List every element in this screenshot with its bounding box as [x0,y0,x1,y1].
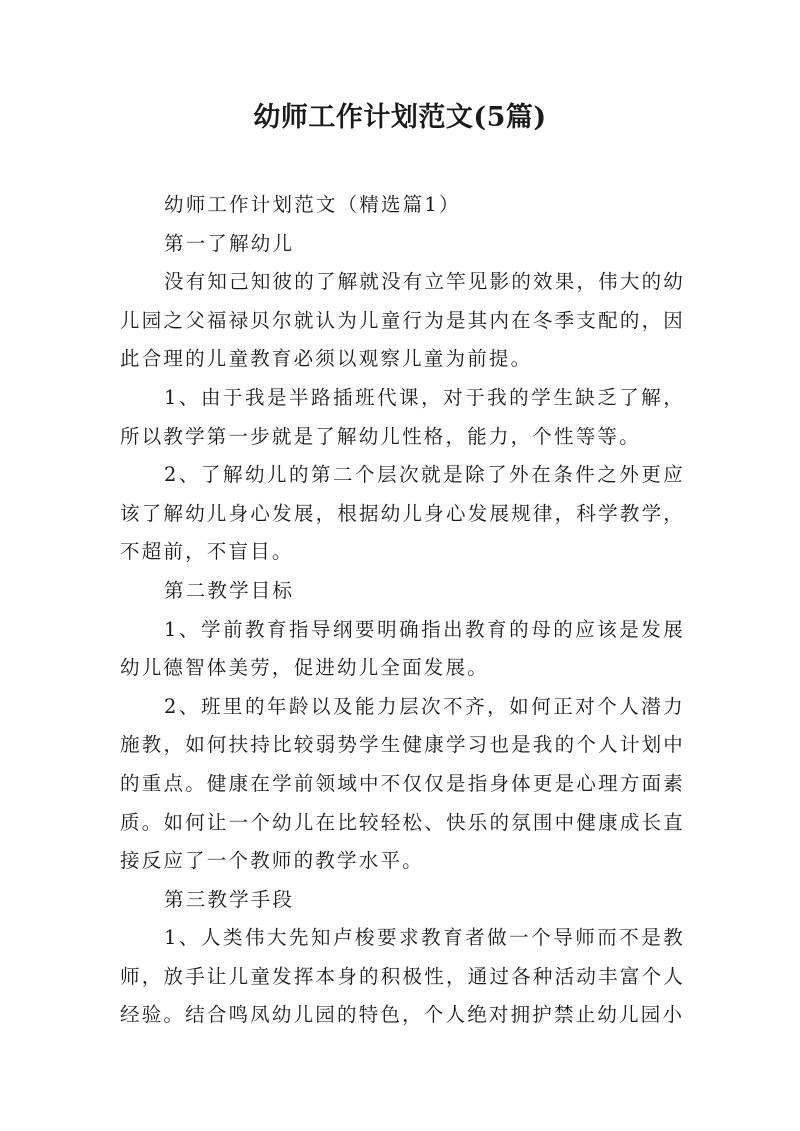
paragraph: 1、学前教育指导纲要明确指出教育的母的应该是发展幼儿德智体美劳，促进幼儿全面发展。 [120,617,685,680]
paragraph: 1、人类伟大先知卢梭要求教育者做一个导师而不是教师，放手让儿童发挥本身的积极性，通过各种活动丰富个人经验。结合鸣凤幼儿园的特色，个人绝对拥护禁止幼儿园小 [120,926,685,1027]
document-title: 幼师工作计划范文(5篇) [253,102,547,133]
section-heading-article-1: 幼师工作计划范文（精选篇1） [164,193,461,216]
paragraph: 2、了解幼儿的第二个层次就是除了外在条件之外更应该了解幼儿身心发展，根据幼儿身心发展规律，科学教学，不超前，不盲目。 [120,463,685,564]
document-body [120,186,685,1035]
paragraph: 2、班里的年龄以及能力层次不齐，如何正对个人潜力施教，如何扶持比较弱势学生健康学习也是我的个人计划中的重点。健康在学前领域中不仅仅是指身体更是心理方面素质。如何让一个幼儿在比较轻松、快乐的氛围中健康成长直接反应了一个教师的教学水平。 [120,694,685,873]
section-heading-understand-children: 第一了解幼儿 [164,231,295,255]
paragraph: 没有知己知彼的了解就没有立竿见影的效果，伟大的幼儿园之父福禄贝尔就认为儿童行为是其内在冬季支配的，因此合理的儿童教育必须以观察儿童为前提。 [120,270,685,371]
paragraph: 1、由于我是半路插班代课，对于我的学生缺乏了解，所以教学第一步就是了解幼儿性格，能力，个性等等。 [120,385,685,448]
section-heading-teaching-goals: 第二教学目标 [164,578,295,602]
section-heading-teaching-methods: 第三教学手段 [164,887,295,911]
